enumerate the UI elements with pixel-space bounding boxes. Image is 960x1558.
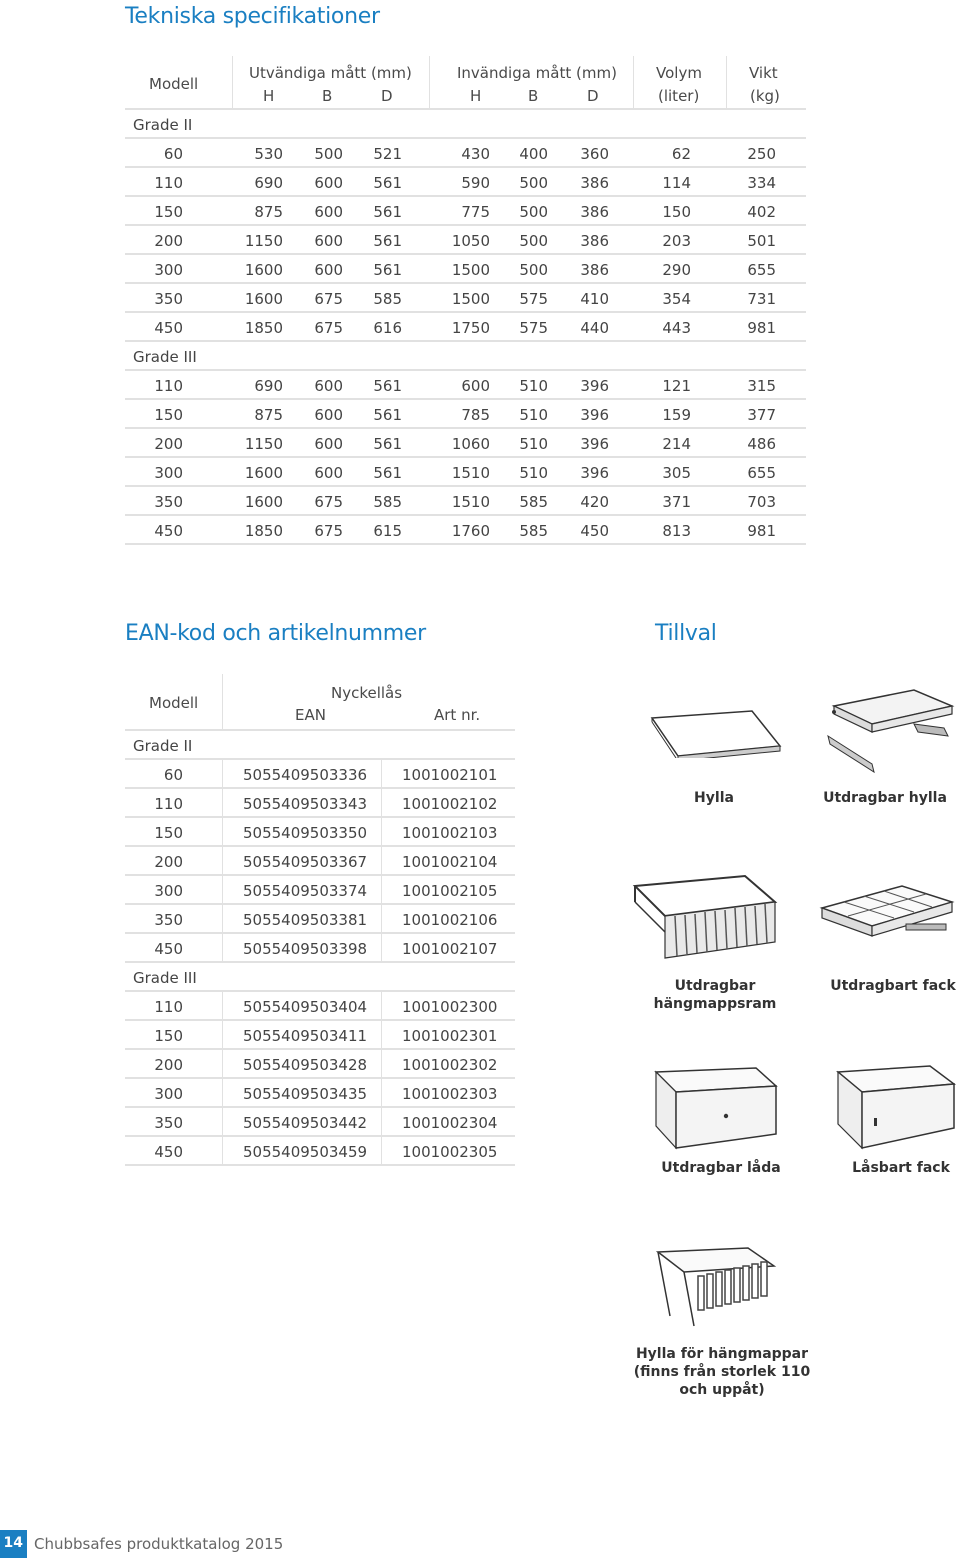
table-cell: 690: [254, 174, 283, 192]
col-volym: Volym: [656, 64, 702, 82]
table-cell: 386: [580, 174, 609, 192]
table-cell: 600: [314, 406, 343, 424]
table-cell: 110: [154, 795, 183, 813]
ean-table-body: [125, 731, 515, 1166]
table-cell: 510: [519, 435, 548, 453]
table-cell: 5055409503374: [243, 882, 368, 900]
ean-col-art: Art nr.: [434, 706, 481, 724]
table-cell: 371: [662, 493, 691, 511]
table-cell: 521: [373, 145, 402, 163]
table-cell: 1750: [451, 319, 490, 337]
table-cell: 1001002300: [402, 998, 498, 1016]
table-cell: 1001002305: [402, 1143, 498, 1161]
ean-group-label: [125, 963, 515, 992]
table-cell: 510: [519, 464, 548, 482]
option-lasbart-fack: Låsbart fack: [852, 1160, 950, 1176]
table-cell: 590: [461, 174, 490, 192]
table-cell: 5055409503459: [243, 1143, 368, 1161]
table-cell: 615: [373, 522, 402, 540]
table-cell: 600: [314, 232, 343, 250]
table-cell: 110: [154, 377, 183, 395]
table-cell: 430: [461, 145, 490, 163]
option-hylla: Hylla: [694, 790, 734, 806]
table-cell: 500: [519, 261, 548, 279]
table-row: [125, 255, 806, 284]
col-modell: Modell: [149, 75, 199, 93]
table-cell: 1150: [244, 435, 283, 453]
table-cell: 585: [373, 290, 402, 308]
option-hangmappar-line1: Hylla för hängmappar: [635, 1346, 809, 1362]
table-cell: 360: [580, 145, 609, 163]
table-cell: 785: [461, 406, 490, 424]
table-cell: 5055409503428: [243, 1056, 368, 1074]
table-cell: 150: [154, 824, 183, 842]
table-row: [125, 876, 515, 905]
shelf-illustration: [648, 708, 784, 758]
drawer-illustration: [638, 1066, 780, 1154]
col-inner: Invändiga mått (mm): [457, 64, 617, 82]
spec-table-header: [125, 56, 806, 110]
table-cell: 396: [580, 435, 609, 453]
table-row: [125, 847, 515, 876]
table-cell: 561: [373, 435, 402, 453]
table-cell: 981: [747, 522, 776, 540]
table-cell: 561: [373, 174, 402, 192]
option-utdragbar-lada: Utdragbar låda: [661, 1160, 781, 1176]
table-cell: 731: [747, 290, 776, 308]
table-cell: 1001002104: [402, 853, 498, 871]
table-cell: 150: [662, 203, 691, 221]
table-cell: 486: [747, 435, 776, 453]
col-outer-b: B: [322, 87, 333, 105]
col-inner-b: B: [528, 87, 539, 105]
table-cell: 500: [314, 145, 343, 163]
table-cell: 813: [662, 522, 691, 540]
table-row: [125, 1050, 515, 1079]
option-utdragbar-hylla: Utdragbar hylla: [823, 790, 947, 806]
table-cell: 1510: [451, 493, 490, 511]
table-cell: 200: [154, 435, 183, 453]
table-cell: 300: [154, 1085, 183, 1103]
table-cell: 500: [519, 174, 548, 192]
table-cell: 5055409503404: [243, 998, 368, 1016]
table-cell: 561: [373, 203, 402, 221]
col-vikt: Vikt: [749, 64, 778, 82]
table-cell: 315: [747, 377, 776, 395]
table-cell: 110: [154, 174, 183, 192]
page-title: Tekniska specifikationer: [125, 4, 380, 29]
table-cell: 561: [373, 406, 402, 424]
table-cell: 1500: [451, 261, 490, 279]
table-cell: 561: [373, 232, 402, 250]
spec-group-label: [125, 110, 806, 139]
table-row: [125, 934, 515, 963]
col-outer-h: H: [263, 87, 275, 105]
table-cell: 575: [519, 319, 548, 337]
table-cell: 305: [662, 464, 691, 482]
table-cell: 214: [662, 435, 691, 453]
table-cell: 121: [662, 377, 691, 395]
table-cell: 350: [154, 493, 183, 511]
ean-table: [125, 674, 515, 1166]
table-cell: 5055409503411: [243, 1027, 368, 1045]
table-cell: 600: [314, 377, 343, 395]
table-cell: 60: [163, 145, 183, 163]
table-cell: 530: [254, 145, 283, 163]
option-utdragbart-fack: Utdragbart fack: [830, 978, 956, 994]
spec-group-name: Grade III: [133, 348, 197, 366]
table-cell: 450: [154, 940, 183, 958]
table-row: [125, 905, 515, 934]
col-volym-unit: (liter): [658, 87, 700, 105]
table-cell: 60: [163, 766, 183, 784]
table-cell: 5055409503442: [243, 1114, 368, 1132]
ean-group-name: Grade II: [133, 737, 193, 755]
table-cell: 450: [580, 522, 609, 540]
table-cell: 350: [154, 290, 183, 308]
table-cell: 114: [662, 174, 691, 192]
table-cell: 1001002303: [402, 1085, 498, 1103]
table-cell: 500: [519, 232, 548, 250]
table-row: [125, 1137, 515, 1166]
table-cell: 575: [519, 290, 548, 308]
ean-col-modell: Modell: [149, 694, 199, 712]
table-row: [125, 789, 515, 818]
table-cell: 675: [314, 493, 343, 511]
table-cell: 500: [519, 203, 548, 221]
table-cell: 1850: [244, 522, 283, 540]
table-row: [125, 429, 806, 458]
table-cell: 1600: [244, 261, 283, 279]
table-row: [125, 168, 806, 197]
ean-group-label: [125, 731, 515, 760]
table-cell: 675: [314, 522, 343, 540]
table-cell: 585: [519, 493, 548, 511]
table-cell: 159: [662, 406, 691, 424]
table-row: [125, 760, 515, 789]
table-cell: 561: [373, 377, 402, 395]
table-cell: 875: [254, 203, 283, 221]
table-cell: 1600: [244, 464, 283, 482]
spec-group-label: [125, 342, 806, 371]
table-row: [125, 139, 806, 168]
option-hangmappar: [632, 1345, 812, 1399]
table-cell: 386: [580, 232, 609, 250]
table-cell: 377: [747, 406, 776, 424]
spec-table-body: [125, 110, 806, 545]
table-cell: 200: [154, 1056, 183, 1074]
table-cell: 1001002106: [402, 911, 498, 929]
spec-group-name: Grade II: [133, 116, 193, 134]
table-cell: 655: [747, 261, 776, 279]
footer-text: Chubbsafes produktkatalog 2015: [34, 1535, 284, 1553]
table-row: [125, 197, 806, 226]
table-cell: 150: [154, 406, 183, 424]
table-cell: 616: [373, 319, 402, 337]
table-cell: 440: [580, 319, 609, 337]
table-cell: 5055409503381: [243, 911, 368, 929]
table-cell: 410: [580, 290, 609, 308]
col-vikt-unit: (kg): [750, 87, 780, 105]
table-cell: 875: [254, 406, 283, 424]
table-cell: 1050: [451, 232, 490, 250]
table-cell: 600: [314, 261, 343, 279]
table-row: [125, 458, 806, 487]
table-row: [125, 1079, 515, 1108]
table-cell: 400: [519, 145, 548, 163]
table-row: [125, 992, 515, 1021]
spec-table: [125, 56, 806, 545]
ean-table-header: [125, 674, 515, 731]
table-cell: 450: [154, 319, 183, 337]
table-cell: 396: [580, 406, 609, 424]
table-cell: 775: [461, 203, 490, 221]
table-cell: 1850: [244, 319, 283, 337]
table-cell: 386: [580, 203, 609, 221]
table-cell: 1001002102: [402, 795, 498, 813]
table-cell: 62: [671, 145, 691, 163]
table-cell: 150: [154, 1027, 183, 1045]
lockable-compartment-illustration: [830, 1064, 960, 1154]
table-cell: 443: [662, 319, 691, 337]
table-cell: 561: [373, 464, 402, 482]
table-cell: 450: [154, 522, 183, 540]
table-row: [125, 1108, 515, 1137]
table-row: [125, 313, 806, 342]
table-row: [125, 516, 806, 545]
table-cell: 1001002302: [402, 1056, 498, 1074]
table-cell: 655: [747, 464, 776, 482]
table-cell: 200: [154, 853, 183, 871]
table-cell: 1510: [451, 464, 490, 482]
table-row: [125, 226, 806, 255]
ean-group-name: Grade III: [133, 969, 197, 987]
page-footer: [0, 1530, 300, 1558]
table-cell: 396: [580, 464, 609, 482]
table-cell: 354: [662, 290, 691, 308]
table-cell: 402: [747, 203, 776, 221]
table-cell: 203: [662, 232, 691, 250]
table-cell: 703: [747, 493, 776, 511]
table-cell: 501: [747, 232, 776, 250]
ean-col-lock: Nyckellås: [331, 684, 403, 702]
table-cell: 510: [519, 377, 548, 395]
table-cell: 386: [580, 261, 609, 279]
table-cell: 450: [154, 1143, 183, 1161]
ean-col-ean: EAN: [295, 706, 326, 724]
table-cell: 981: [747, 319, 776, 337]
col-inner-d: D: [587, 87, 599, 105]
table-cell: 1600: [244, 290, 283, 308]
col-inner-h: H: [470, 87, 482, 105]
table-row: [125, 371, 806, 400]
table-cell: 675: [314, 319, 343, 337]
col-outer-d: D: [381, 87, 393, 105]
table-cell: 300: [154, 882, 183, 900]
file-frame-illustration: [625, 872, 785, 962]
option-hangmappsram-line1: Utdragbar: [674, 978, 756, 994]
table-cell: 1001002107: [402, 940, 498, 958]
table-cell: 600: [314, 174, 343, 192]
ean-section-title: EAN-kod och artikelnummer: [125, 621, 426, 646]
table-cell: 5055409503350: [243, 824, 368, 842]
table-cell: 420: [580, 493, 609, 511]
table-cell: 585: [519, 522, 548, 540]
option-hangmappsram: [640, 977, 790, 1013]
table-cell: 675: [314, 290, 343, 308]
pullout-tray-illustration: [814, 880, 960, 950]
table-cell: 334: [747, 174, 776, 192]
table-cell: 5055409503336: [243, 766, 368, 784]
table-row: [125, 284, 806, 313]
table-cell: 350: [154, 911, 183, 929]
table-cell: 350: [154, 1114, 183, 1132]
table-cell: 1001002105: [402, 882, 498, 900]
hanging-file-shelf-illustration: [652, 1246, 778, 1330]
table-cell: 1500: [451, 290, 490, 308]
option-hangmappar-line3: och uppåt): [679, 1382, 765, 1398]
table-cell: 510: [519, 406, 548, 424]
table-row: [125, 400, 806, 429]
tillval-title: Tillval: [655, 621, 717, 646]
table-cell: 1001002301: [402, 1027, 498, 1045]
table-cell: 600: [314, 435, 343, 453]
table-cell: 300: [154, 464, 183, 482]
table-row: [125, 487, 806, 516]
table-cell: 5055409503398: [243, 940, 368, 958]
table-cell: 150: [154, 203, 183, 221]
table-cell: 5055409503367: [243, 853, 368, 871]
table-cell: 1001002304: [402, 1114, 498, 1132]
table-cell: 1600: [244, 493, 283, 511]
table-cell: 600: [314, 203, 343, 221]
table-cell: 600: [314, 464, 343, 482]
table-cell: 1060: [451, 435, 490, 453]
table-cell: 200: [154, 232, 183, 250]
table-cell: 1001002101: [402, 766, 498, 784]
table-cell: 585: [373, 493, 402, 511]
table-cell: 1760: [451, 522, 490, 540]
table-cell: 290: [662, 261, 691, 279]
table-cell: 5055409503435: [243, 1085, 368, 1103]
option-hangmappsram-line2: hängmappsram: [653, 996, 777, 1012]
col-outer: Utvändiga mått (mm): [249, 64, 412, 82]
table-cell: 600: [461, 377, 490, 395]
pullout-shelf-illustration: [824, 684, 960, 776]
table-cell: 1150: [244, 232, 283, 250]
table-row: [125, 818, 515, 847]
option-hangmappar-line2: (finns från storlek 110: [633, 1364, 811, 1380]
table-cell: 1001002103: [402, 824, 498, 842]
table-cell: 5055409503343: [243, 795, 368, 813]
table-cell: 561: [373, 261, 402, 279]
table-row: [125, 1021, 515, 1050]
table-cell: 396: [580, 377, 609, 395]
table-cell: 690: [254, 377, 283, 395]
page-number: 14: [0, 1530, 27, 1558]
table-cell: 250: [747, 145, 776, 163]
table-cell: 300: [154, 261, 183, 279]
table-cell: 110: [154, 998, 183, 1016]
